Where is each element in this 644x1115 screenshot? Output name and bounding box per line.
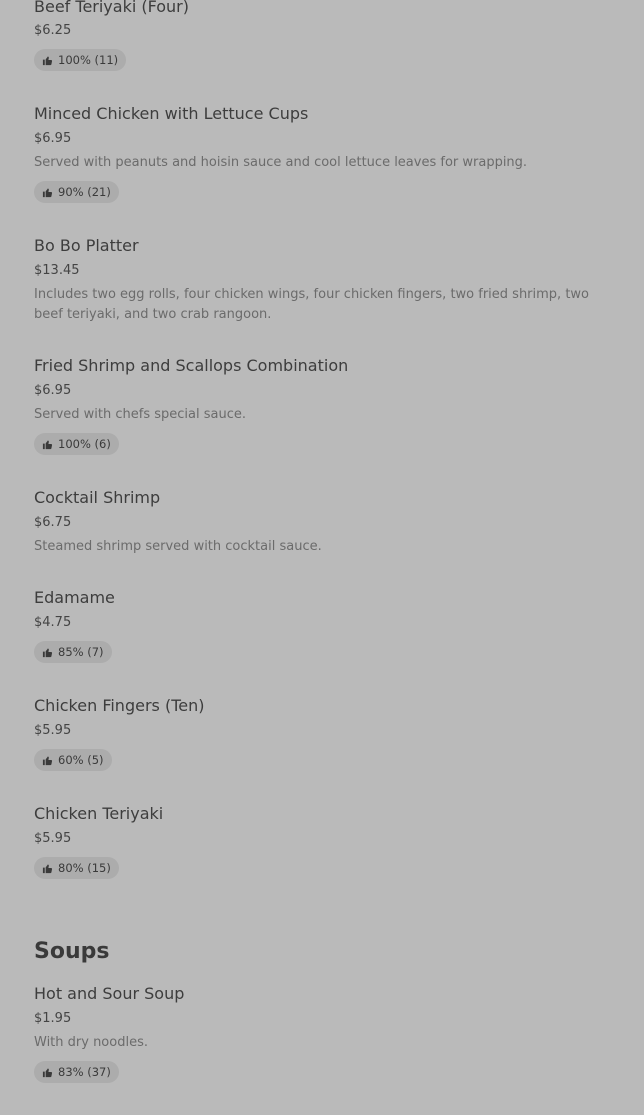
rating-badge [34, 641, 112, 663]
item-price: $1.95 [34, 1011, 72, 1026]
menu-item[interactable] [34, 0, 614, 67]
item-name: Minced Chicken with Lettuce Cups [34, 104, 309, 123]
thumbs-up-icon [42, 755, 53, 766]
item-name: Edamame [34, 588, 115, 607]
rating-badge [34, 433, 119, 455]
item-description: Served with peanuts and hoisin sauce and cool lettuce leaves for wrapping. [34, 155, 528, 170]
rating-badge [34, 857, 119, 879]
item-description: Served with chefs special sauce. [34, 407, 246, 422]
menu-item[interactable] [34, 804, 614, 875]
menu-item[interactable] [34, 488, 614, 554]
item-description: With dry noodles. [34, 1035, 148, 1050]
item-name: Bo Bo Platter [34, 236, 139, 255]
rating-text: 100% (11) [58, 53, 119, 67]
item-price: $4.75 [34, 615, 72, 630]
item-name: Cocktail Shrimp [34, 488, 161, 507]
rating-text: 100% (6) [58, 437, 111, 451]
menu-item[interactable] [34, 104, 614, 199]
menu-item[interactable] [34, 356, 614, 451]
thumbs-up-icon [42, 187, 53, 198]
thumbs-up-icon [42, 863, 53, 874]
item-price: $6.75 [34, 515, 72, 530]
item-name: Chicken Teriyaki [34, 804, 164, 823]
thumbs-up-icon [42, 647, 53, 658]
item-name: Fried Shrimp and Scallops Combination [34, 356, 349, 375]
menu-item[interactable] [34, 236, 614, 322]
rating-badge [34, 181, 119, 203]
thumbs-up-icon [42, 1067, 53, 1078]
item-name: Chicken Fingers (Ten) [34, 696, 205, 715]
thumbs-up-icon [42, 439, 53, 450]
item-name: Hot and Sour Soup [34, 984, 185, 1003]
item-description: Includes two egg rolls, four chicken wings, four chicken fingers, two fried shrimp, two beef teriyaki, and two crab rangoon. [34, 287, 590, 322]
thumbs-up-icon [42, 55, 53, 66]
item-price: $13.45 [34, 263, 80, 278]
item-price: $6.25 [34, 23, 72, 38]
rating-badge [34, 749, 112, 771]
item-price: $5.95 [34, 831, 72, 846]
rating-badge [34, 49, 126, 71]
rating-text: 80% (15) [58, 861, 111, 875]
rating-text: 85% (7) [58, 645, 104, 659]
item-description: Steamed shrimp served with cocktail sauce. [34, 539, 322, 554]
item-name: Beef Teriyaki (Four) [34, 0, 189, 16]
menu-item[interactable] [34, 588, 614, 659]
rating-text: 90% (21) [58, 185, 111, 199]
menu-item[interactable] [34, 984, 614, 1079]
rating-badge [34, 1061, 119, 1083]
item-price: $6.95 [34, 383, 72, 398]
item-price: $6.95 [34, 131, 72, 146]
rating-text: 83% (37) [58, 1065, 111, 1079]
item-price: $5.95 [34, 723, 72, 738]
section-title-soups: Soups [34, 939, 110, 964]
rating-text: 60% (5) [58, 753, 104, 767]
menu-item[interactable] [34, 696, 614, 767]
